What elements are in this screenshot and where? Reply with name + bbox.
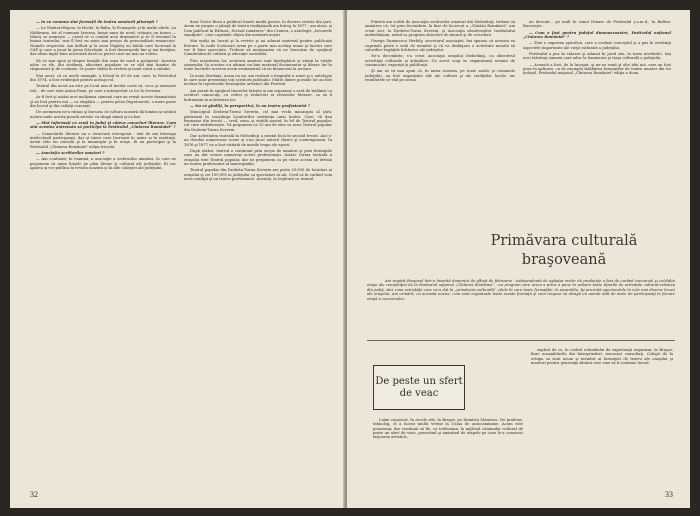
interview-question: — Asociaţia scriitorilor amatori ? [36, 150, 105, 155]
section-title-box [373, 365, 465, 410]
section-paragraph: Luăm cunoscut, în recele zile, la Braşov, pe Dumitru Stănescu. De profesie, tehnolog, el a lucrat multă vreme la Uzina de autocamioane. Acum este pensionar, dar continuă să fie, ca totdeauna, la mijlocul căminului cultural de peste un sfert de veac, povestind şi amintind de etapele pe care le-a cunoscut mişcarea artistică. [373, 418, 523, 440]
article-intro: Am regăsit Braşovul într-o însorită duminică de sfîrşit de februarie : independentă de agitaţia orelor de producţie a fost de curând concursul şi celelalte etape ale competiţiei de la Festivalul naţional „Cîntarea României" ; un program care acum a prins a pune în valoare toate tipurile de activitate cultural-artistică din judeţ. Aici zona activităţii care ne-a dat la „primăvara culturală", zilele în care toate formaţiile, în ansamblu, îşi prezintă spectacolele în cele mai diverse locuri ale oraşului. Am urmărit, cu această ocazie, cum sunt organizate toate aceste formaţii şi cum reuşesc să atragă un număr atât de mare de participanţi la fiecare etapă a concursului. [367, 279, 675, 301]
paragraph: În noua Strehaia, acum un an, am realizat o biografie a zonei şi o antologie în care sunt prezentaţi toţi scriitorii judeţului. Multe dintre poeziile lor au fost incluse în repertoriile formaţiilor artistice din Festival. [184, 73, 332, 87]
paragraph: Ne-a decembrie, s-a creat Asociaţia oraşului Mehedinţi, cu obiectivul activităţii culturale şi ştiinţifice. Cu acest scop se organizează sesiuni de comunicări, expoziţii şi publicaţii. [365, 54, 515, 68]
section-title: De peste un sfert de veac [375, 375, 463, 399]
interview-question: — Cum a fost pentru judeţul dumneavoastră, Festivalul naţional „Cîntarea României" ? [523, 30, 671, 40]
right-page-column-2 [523, 20, 671, 210]
paragraph: Mai mulţi au lucrat şi la reviste şi au adunat material pentru publicaţii literare. În noile Scrisoare avem pe o parte mai acelaşi nume şi lucrări care vor fi bine apreciate. Trebuie să menţionăm că ne bucurăm de sprijinul Comitetului de cultură şi educaţie socialistă. [184, 39, 332, 57]
interview-question: — Nu vă gîndiţi, în perspectivă, la un teatru profesionist ? [190, 103, 311, 108]
section-column-1 [373, 418, 523, 488]
article-title: Primăvara culturală braşoveană [490, 233, 638, 268]
paragraph: — Am continuit, în toamnă, a asociaţie a scriitorilor amatori, în care ne propunem să unim forţele pe plan literar şi cultural ale judeţului. Ei vor apărea şi vor publica în revista noastră şi în alte culegeri ale judeţului. [30, 157, 176, 170]
paragraph: Municipiul Drobeta-Turnu Severin, cel mai vechi municipiu al ţării, păstrează în conştiinţa locuitorilor existenţa unui teatru. Care, vă dau frumoase din trecut — cred, zona, şi strădă nostră, în fel de Teatrul popular, cel care sărbătoreşte. Vă propunem ca 15 ani de ziua va avea Teatrul popular din Drobeta-Turnu Severin. [184, 110, 332, 132]
paragraph: Şi am să vă mai spun că, în iarna aceasta, pe toate satele şi comunele judeţului, au fost organizate zile ale culturii şi ale tradiţiilor locale, iar rezultatele se văd pe scenă. [365, 69, 515, 83]
paragraph: — Este o suprema specifică, care a evaluat conceptul şi a pus în evidenţă aspectele importante ale vieţii culturale a judeţului. [523, 41, 671, 50]
interview-question: — Sînt informaţi că aveţi în judeţ şi câteva cenacluri literare. Cum sînt acestea antrenate să participe la Festivalul „Cîntarea României" ? [30, 120, 176, 130]
paragraph: Ar fi fost şi astăzi acei mulţimea oamenii care au reuşit aceste dramatizări şi au fost pentru noi — ca răsplata — pentru piesa Dupotoarele, o mare parte din lucrul şi din ceilalţi cursanţi. [30, 95, 176, 108]
paragraph: După război, teatrul a continuat prin secţia de amatori şi prin formaţiile care au dat scenei numeroşi actori profesionişti. Astăzi, forma teatrală a oraşului este Teatrul popular, dar ne propunem ca pe viitor acesta să devină un teatru profesionist al municipiului. [184, 148, 332, 166]
paragraph: Am pornit în sprijinul tinerelor talente şi am organizat o seră de întâlniri cu scriitori cunoscuţi, cu critici şi redactori ai revistelor literare, ca să îi îndrumăm în activitatea lor. [184, 88, 332, 102]
paragraph: Fiindcă am vorbit de Asociaţia scriitorilor amatori din Mehedinţi, trebuie să amintesc că, tot prin decembrie, la fuse de încercat a „Cîntării României", am creat aici, la Drobeta-Turnu Severin, şi Asociaţia absolvenţilor Institutului mehedinţean, avînd ca program obiective de muncă şi de cercetare. [365, 20, 515, 38]
right-page [347, 10, 690, 508]
paragraph: George Daminescu Herbily, secretarul asociaţiei, îmi spunea că aceasta va cuprinde peste o sută de membri şi că va desfăşura o activitate menită să valorifice bogăţiile folclorice ale judeţului. [365, 39, 515, 53]
paragraph: De asemenea ne-a rămas şi bucuria că cultura noastră dă lumina şi satului nostru unde acesta poartă artistic cu dragă inimă şi cu har. [30, 110, 176, 119]
paragraph: Mai unsit, că cu unele exemple, a folosit la 65 de ani, care, la Festivalul din 1974, a fost evidenţiat pentru acelaşi rol. [30, 73, 176, 83]
paragraph: au devenit... pe mult în sanul Ilvnare de Festivalul ş.a.m.d., în Buftea-Bucureşti... [523, 20, 671, 29]
paragraph: Teatrul din acest an este pe locul una al invitat caste să, voca şi memorie teh... de care este Anton Pann, pe care a interpretat ce lor la Sevesna. [30, 84, 176, 93]
section-divider-rule [367, 340, 675, 341]
paragraph: Teatrul popular din Drobeta-Turnu Severin are peste 20.000 de locuitori ai oraşului şi cei 100.000 ai judeţului ca spectatori ai săi. Cred că în curând vom avea condiţii şi un teatru profesionist. Această, la Iegătură cu teatrul. [184, 168, 332, 181]
left-page [10, 10, 345, 508]
paragraph: — Această a fost, de la început, şi ne-au venit şi alte idei noi, care au fost puse în aplicare, ca de exemplu întâlnirea formaţiilor de teatru amator din tot judeţul, Festivalul naţional „Cîntarea României" ediţia a doua. [523, 62, 671, 76]
left-page-column-2 [184, 20, 332, 482]
section-paragraph: explică de ce, în cadrul schimbului de experienţă organizat, în Braşov, fiare ansamblurile din întreprinderi, mecanici consultaţi. Colegii de la echipa sa sunt acum şi membri ai formaţiei de teatru ale oraşului şi mentori pentru generaţia tânără care vine să îi continue lucrul. [531, 348, 673, 366]
paragraph: Să vă mai spun şi despre foraţile din zona de nord a podgoriei. Acestea adue cu ele, din străbuni, obiceiuri populare ce se văd mai înainte de răspunsuri şi de costume. Se poate vădea în vechea şi nouă vatră a satului. [30, 58, 176, 72]
paragraph: — La Vînători-Bujoiu, la Hockt, la Balta, la Pomaşorle şi în multe altele. La Nădăvana, tot al cumunei Izverna, înepe nura de nord, trăiaşte un tinrsu — Mineş se numeşte — cared se vi comnit acta dramatică şi se îl rsvumul în lumea teatrului, war îl fost en mine mai proţos de personalitati remarcate. Numele respectat. Am întîlnit şi la zona Vînjuleţ un bătăii care lucrează la CAP şi care a jucat în piesa Năvetiştii. A fost deosespede îmi şi noi învăţăm, dar alene fapte bine acesvatră dacă cu poteci care nu mai au voleta. [30, 26, 176, 57]
paragraph: Prin activitatea lor, scriitorii amatori sunt înţelegători şi atenţi la vieţile oamenilor. În acestea s-a adunat un bun material documentar şi literar. Iar în toate lucrările acestea avem sentimentul că ne întoarcem la izvoare. [184, 58, 332, 72]
page-number-right: 33 [665, 490, 673, 499]
paragraph: — Cenaclurile literare au o structură eterogenă : sînt de ani întreaga intelectuali participanţi, dar şi tineri care lucrează în uzine şi în instituţii. Avem câte un cenaclu şi la municipiu şi în oraşe. Ei au participat şi la Festivalul „Cîntarea României" ediţia trecută. [30, 131, 176, 149]
left-page-column-1 [30, 20, 176, 482]
interview-question: — In ce comune sînt formaţii de teatru amatorii pitureşti ? [36, 20, 158, 24]
paragraph: Festivalul a pus în valoare şi adunat în jurul său, la toate nivelurile, toţi acei talentaţi oameni care aduc la luminarea şi viaţa culturală a judeţului. [523, 52, 671, 61]
right-page-column-1 [365, 20, 515, 210]
section-column-2 [531, 348, 673, 488]
paragraph: desă Victor Rusu a publicat foarte multă poezie, la diverse reviste din ţară. Avem ne propus o ştiinţă de teatru tradiţională am întreg la 1877 ; am atras, şi l-am publicat în Editura „Scrisul românesc" din Craiova, o antologie „Izvoarele smalţuite", care cuprinde câţiva din membrii noştri. [184, 20, 332, 38]
paragraph: Dar activitatea teatrală în Mehedinţi a existat încă în secolul trecut. Aici s-au deschis numeroase scene şi s-au jucat autorii clasici şi contemporani. În 1876 şi 1877 ea a fost vizitată de marile trupe ale epocii. [184, 133, 332, 147]
page-number-left: 32 [30, 490, 38, 499]
